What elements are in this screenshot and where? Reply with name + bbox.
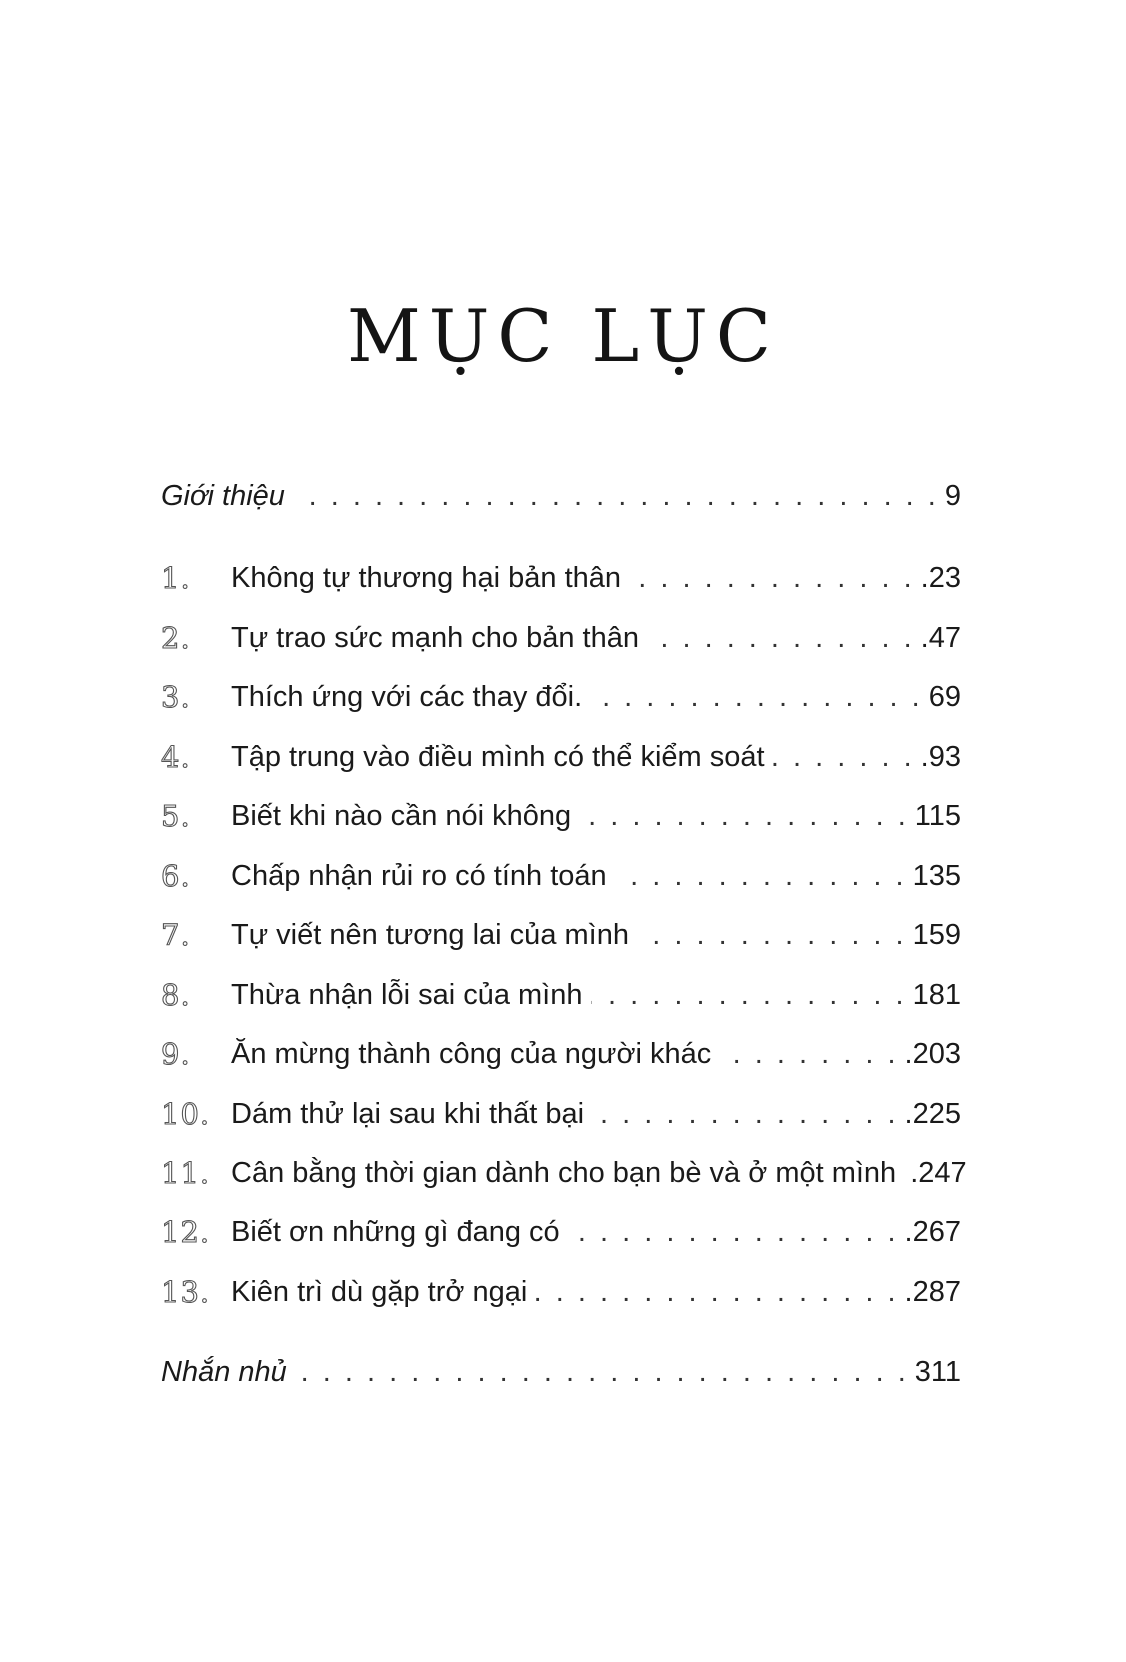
chapter-page: 135 [912, 860, 961, 892]
chapter-number: 1. [161, 561, 191, 595]
chapter-number: 10. [161, 1097, 211, 1131]
dot-leader [590, 673, 923, 721]
dot-leader [647, 614, 915, 662]
toc-entry-chapter-2[interactable] [161, 614, 961, 662]
chapter-page: 181 [912, 979, 961, 1011]
chapter-title: Tự trao sức mạnh cho bản thân [231, 622, 639, 654]
dot-leader [637, 911, 907, 959]
chapter-number: 12. [161, 1215, 211, 1249]
chapter-page: .287 [904, 1276, 961, 1308]
chapter-title: Thích ứng với các thay đổi. [231, 681, 583, 713]
chapter-title: Biết khi nào cần nói không [231, 800, 572, 832]
toc-entry-chapter-8[interactable] [161, 971, 961, 1019]
toc-entry-chapter-1[interactable] [161, 554, 961, 602]
dot-leader [719, 1030, 898, 1078]
toc-entry-chapter-7[interactable] [161, 911, 961, 959]
chapter-title: Cân bằng thời gian dành cho bạn bè và ở một mình [231, 1157, 897, 1189]
toc-entry-chapter-4[interactable] [161, 733, 961, 781]
dot-leader [592, 1090, 898, 1138]
chapter-number: 13. [161, 1275, 211, 1309]
chapter-number: 11. [161, 1156, 211, 1190]
chapter-title: Ăn mừng thành công của người khác [231, 1038, 712, 1070]
dot-leader [591, 971, 907, 1019]
chapter-number: 3. [161, 680, 191, 714]
chapter-page: 115 [914, 800, 961, 832]
toc-entry-chapter-13[interactable] [161, 1268, 961, 1316]
toc-entry-page: 311 [914, 1356, 961, 1388]
chapter-page: .267 [904, 1216, 961, 1248]
dot-leader [615, 852, 907, 900]
chapter-title: Tập trung vào điều mình có thể kiểm soát [231, 741, 765, 773]
toc-entry-intro[interactable] [161, 472, 961, 520]
chapter-number: 7. [161, 918, 191, 952]
chapter-title: Không tự thương hại bản thân [231, 562, 622, 594]
toc-entry-title: Nhắn nhủ [161, 1356, 287, 1388]
toc-entry-chapter-3[interactable] [161, 673, 961, 721]
chapter-title: Chấp nhận rủi ro có tính toán [231, 860, 607, 892]
toc-entry-chapter-9[interactable] [161, 1030, 961, 1078]
toc-entry-chapter-10[interactable] [161, 1090, 961, 1138]
toc-entry-title: Giới thiệu [161, 480, 285, 512]
chapter-number: 6. [161, 859, 191, 893]
chapter-page: 159 [912, 919, 961, 951]
toc-entry-page: 9 [944, 480, 961, 512]
chapter-number: 9. [161, 1037, 191, 1071]
chapter-page: .47 [920, 622, 961, 654]
chapter-number: 8. [161, 978, 191, 1012]
chapter-page: .23 [920, 562, 961, 594]
chapter-title: Dám thử lại sau khi thất bại [231, 1098, 585, 1130]
dot-leader [773, 733, 915, 781]
toc-entry-chapter-12[interactable] [161, 1208, 961, 1256]
dot-leader [568, 1208, 899, 1256]
toc-entry-chapter-11[interactable] [161, 1149, 967, 1197]
toc-entry-closing[interactable] [161, 1348, 961, 1396]
dot-leader [535, 1268, 898, 1316]
dot-leader [629, 554, 915, 602]
toc-entry-chapter-6[interactable] [161, 852, 961, 900]
page-title: MỤC LỤC [347, 294, 779, 378]
chapter-title: Biết ơn những gì đang có [231, 1216, 560, 1248]
chapter-page: .203 [904, 1038, 961, 1070]
chapter-title: Tự viết nên tương lai của mình [231, 919, 629, 951]
dot-leader [579, 792, 909, 840]
chapter-page: .247 [910, 1157, 967, 1189]
chapter-title: Kiên trì dù gặp trở ngại [231, 1276, 528, 1308]
chapter-page: 69 [928, 681, 961, 713]
chapter-number: 4. [161, 740, 191, 774]
chapter-title: Thừa nhận lỗi sai của mình [231, 979, 583, 1011]
chapter-number: 2. [161, 621, 191, 655]
dot-leader [295, 1348, 909, 1396]
chapter-number: 5. [161, 799, 191, 833]
dot-leader [293, 472, 939, 520]
chapter-page: .225 [904, 1098, 961, 1130]
chapter-page: .93 [920, 741, 961, 773]
toc-entry-chapter-5[interactable] [161, 792, 961, 840]
